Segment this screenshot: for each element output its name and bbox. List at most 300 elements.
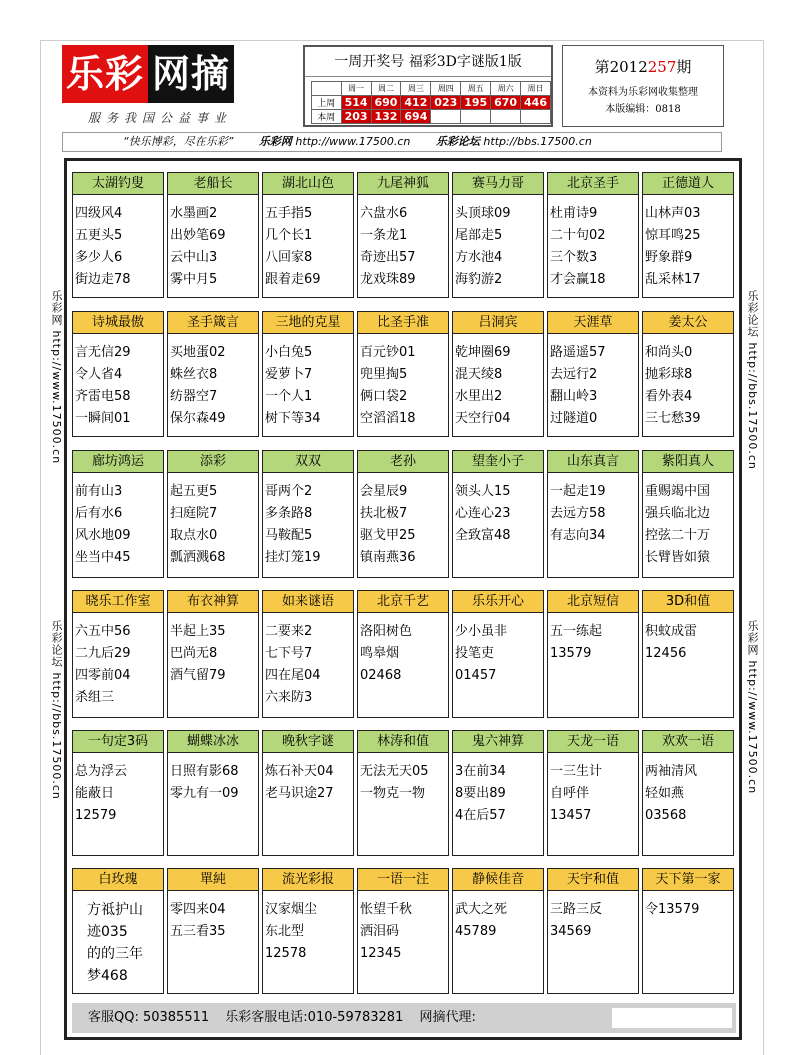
cell-line: 鸣皋烟 bbox=[360, 646, 400, 661]
cell-line: 几个长1 bbox=[265, 228, 313, 243]
cell-line: 巴尚无8 bbox=[170, 646, 218, 661]
cell-line: 跟着走69 bbox=[265, 272, 321, 287]
cell-author-name: 天宇和值 bbox=[548, 869, 638, 891]
cell-line: 百元钞01 bbox=[360, 345, 416, 360]
cell-line: 扶北极7 bbox=[360, 506, 408, 521]
weekday-header: 周日 bbox=[521, 82, 551, 96]
cell-author-name: 吕洞宾 bbox=[453, 312, 543, 334]
cell-content bbox=[263, 334, 353, 430]
cell-line: 12578 bbox=[265, 946, 307, 961]
puzzle-cell bbox=[357, 172, 449, 298]
cell-author-name: 3D和值 bbox=[643, 591, 733, 613]
cell-content bbox=[263, 891, 353, 965]
cell-line: 言无信29 bbox=[75, 345, 131, 360]
cell-line: 强兵临北边 bbox=[645, 506, 711, 521]
cell-line: 三七愁39 bbox=[645, 411, 701, 426]
puzzle-cell bbox=[642, 172, 734, 298]
puzzle-cell bbox=[262, 730, 354, 856]
cell-content bbox=[643, 334, 733, 430]
cell-author-name: 一句定3码 bbox=[73, 731, 163, 753]
cell-content bbox=[548, 195, 638, 291]
cell-line: 六来防3 bbox=[265, 690, 313, 705]
cell-line: 无法无天05 bbox=[360, 764, 429, 779]
cell-content bbox=[358, 613, 448, 687]
footer-qq: 客服QQ: 50385511 bbox=[88, 1010, 210, 1025]
footer-blank-field bbox=[612, 1008, 732, 1028]
cell-line: 马鞍配5 bbox=[265, 528, 313, 543]
cell-line: 12345 bbox=[360, 946, 402, 961]
cell-content bbox=[548, 891, 638, 943]
cell-content bbox=[263, 473, 353, 569]
logo-black-text: 网摘 bbox=[148, 45, 234, 103]
cell-content bbox=[453, 473, 543, 547]
this-week-number: 203 bbox=[341, 110, 371, 124]
cell-line: 空滔滔18 bbox=[360, 411, 416, 426]
cell-line: 二九后29 bbox=[75, 646, 131, 661]
cell-line: 零九有一09 bbox=[170, 786, 239, 801]
last-week-number: 446 bbox=[521, 96, 551, 110]
cell-line: 爱萝卜7 bbox=[265, 367, 313, 382]
cell-line: 全致富48 bbox=[455, 528, 511, 543]
cell-line: 洒泪码 bbox=[360, 924, 400, 939]
puzzle-cell bbox=[167, 450, 259, 578]
cell-content bbox=[453, 195, 543, 291]
cell-author-name: 林涛和值 bbox=[358, 731, 448, 753]
cell-author-name: 一语一注 bbox=[358, 869, 448, 891]
last-week-number: 670 bbox=[491, 96, 521, 110]
last-week-number: 690 bbox=[371, 96, 401, 110]
cell-line: 13579 bbox=[550, 646, 592, 661]
puzzle-cell bbox=[642, 730, 734, 856]
this-week-number bbox=[521, 110, 551, 124]
last-week-number: 195 bbox=[461, 96, 491, 110]
puzzle-cell bbox=[72, 868, 164, 994]
cell-line: 迹035 bbox=[87, 924, 128, 940]
cell-content bbox=[73, 473, 163, 569]
cell-line: 令13579 bbox=[645, 902, 700, 917]
cell-author-name: 乐乐开心 bbox=[453, 591, 543, 613]
cell-content bbox=[548, 753, 638, 827]
cell-line: 头顶球09 bbox=[455, 206, 511, 221]
cell-author-name: 老孙 bbox=[358, 451, 448, 473]
cell-content bbox=[73, 613, 163, 709]
cell-content bbox=[643, 891, 733, 921]
footer-agent: 网摘代理: bbox=[419, 1010, 476, 1025]
cell-author-name: 天涯草 bbox=[548, 312, 638, 334]
cell-line: 多条路8 bbox=[265, 506, 313, 521]
side-left-bottom: 乐彩论坛 http://bbs.17500.cn bbox=[50, 620, 63, 800]
weekday-header: 周六 bbox=[491, 82, 521, 96]
cell-line: 海豹游2 bbox=[455, 272, 503, 287]
footer-phone: 乐彩客服电话:010-59783281 bbox=[225, 1010, 404, 1025]
puzzle-cell bbox=[452, 868, 544, 994]
cell-line: 积蚊成雷 bbox=[645, 624, 698, 639]
cell-author-name: 双双 bbox=[263, 451, 353, 473]
cell-content bbox=[453, 891, 543, 943]
cell-line: 风水地09 bbox=[75, 528, 131, 543]
cell-line: 五一练起 bbox=[550, 624, 603, 639]
cell-line: 水墨画2 bbox=[170, 206, 218, 221]
cell-line: 八回家8 bbox=[265, 250, 313, 265]
cell-line: 令人省4 bbox=[75, 367, 123, 382]
cell-line: 两袖清风 bbox=[645, 764, 698, 779]
cell-line: 五三看35 bbox=[170, 924, 226, 939]
motto-text: “快乐博彩，尽在乐彩” bbox=[123, 135, 234, 148]
cell-author-name: 流光彩报 bbox=[263, 869, 353, 891]
puzzle-cell bbox=[72, 311, 164, 437]
draw-results-table bbox=[311, 81, 551, 124]
cell-line: 尾部走5 bbox=[455, 228, 503, 243]
logo bbox=[62, 45, 234, 103]
cell-line: 一瞬间01 bbox=[75, 411, 131, 426]
weekday-header: 周二 bbox=[371, 82, 401, 96]
cell-content bbox=[168, 334, 258, 430]
cell-author-name: 老船长 bbox=[168, 173, 258, 195]
cell-line: 一条龙1 bbox=[360, 228, 408, 243]
puzzle-cell bbox=[357, 868, 449, 994]
cell-line: 能蔽日 bbox=[75, 786, 115, 801]
cell-content bbox=[358, 753, 448, 805]
puzzle-cell bbox=[452, 311, 544, 437]
puzzle-cell bbox=[357, 590, 449, 718]
cell-line: 控弦二十万 bbox=[645, 528, 711, 543]
cell-content bbox=[358, 334, 448, 430]
cell-line: 过隧道0 bbox=[550, 411, 598, 426]
cell-line: 五更头5 bbox=[75, 228, 123, 243]
cell-line: 一起走19 bbox=[550, 484, 606, 499]
cell-line: 34569 bbox=[550, 924, 592, 939]
cell-line: 挂灯笼19 bbox=[265, 550, 321, 565]
site-label: 乐彩网 bbox=[258, 135, 292, 148]
cell-content bbox=[643, 613, 733, 665]
cell-author-name: 鬼六神算 bbox=[453, 731, 543, 753]
cell-author-name: 晓乐工作室 bbox=[73, 591, 163, 613]
issue-number: 257 bbox=[647, 58, 677, 76]
issue-editor: 本版编辑：0818 bbox=[605, 104, 681, 115]
cell-line: 东北型 bbox=[265, 924, 305, 939]
cell-line: 蛛丝衣8 bbox=[170, 367, 218, 382]
cell-line: 瓢洒溅68 bbox=[170, 550, 226, 565]
side-right-top: 乐彩论坛 http://bbs.17500.cn bbox=[746, 290, 759, 470]
cell-line: 五手指5 bbox=[265, 206, 313, 221]
cell-line: 轻如燕 bbox=[645, 786, 685, 801]
puzzle-cell bbox=[262, 172, 354, 298]
puzzle-cell bbox=[72, 730, 164, 856]
issue-box bbox=[562, 45, 724, 127]
cell-author-name: 山东真言 bbox=[548, 451, 638, 473]
puzzle-cell bbox=[357, 450, 449, 578]
issue-suffix: 期 bbox=[676, 58, 692, 76]
cell-line: 03568 bbox=[645, 808, 687, 823]
draw-title: 一周开奖号 福彩3D字谜版1版 bbox=[305, 47, 551, 77]
cell-line: 有志向34 bbox=[550, 528, 606, 543]
puzzle-cell bbox=[357, 311, 449, 437]
cell-line: 方祗护山 bbox=[87, 902, 143, 918]
cell-line: 13457 bbox=[550, 808, 592, 823]
cell-line: 天空行04 bbox=[455, 411, 511, 426]
cell-line: 三路三反 bbox=[550, 902, 603, 917]
puzzle-cell bbox=[642, 311, 734, 437]
weekday-header: 周一 bbox=[341, 82, 371, 96]
cell-line: 云中山3 bbox=[170, 250, 218, 265]
cell-line: 自呼伴 bbox=[550, 786, 590, 801]
cell-line: 四级风4 bbox=[75, 206, 123, 221]
cell-line: 六盘水6 bbox=[360, 206, 408, 221]
cell-author-name: 三地的克星 bbox=[263, 312, 353, 334]
puzzle-cell bbox=[452, 450, 544, 578]
cell-content bbox=[358, 891, 448, 965]
last-week-number: 023 bbox=[431, 96, 461, 110]
cell-content bbox=[643, 753, 733, 827]
cell-line: 乱采林17 bbox=[645, 272, 701, 287]
cell-author-name: 布衣神算 bbox=[168, 591, 258, 613]
puzzle-cell bbox=[262, 311, 354, 437]
cell-author-name: 太湖钓叟 bbox=[73, 173, 163, 195]
cell-line: 武大之死 bbox=[455, 902, 508, 917]
cell-line: 杜甫诗9 bbox=[550, 206, 598, 221]
puzzle-cell bbox=[262, 868, 354, 994]
cell-line: 路遥遥57 bbox=[550, 345, 606, 360]
cell-line: 去远行2 bbox=[550, 367, 598, 382]
motto-bar bbox=[62, 132, 722, 152]
cell-line: 会星辰9 bbox=[360, 484, 408, 499]
cell-content bbox=[453, 334, 543, 430]
cell-line: 8要出89 bbox=[455, 786, 506, 801]
puzzle-cell bbox=[452, 730, 544, 856]
cell-line: 一三生计 bbox=[550, 764, 603, 779]
cell-content bbox=[168, 891, 258, 943]
cell-line: 哥两个2 bbox=[265, 484, 313, 499]
cell-author-name: 望奎小子 bbox=[453, 451, 543, 473]
cell-line: 和尚头0 bbox=[645, 345, 693, 360]
cell-content bbox=[73, 753, 163, 827]
cell-author-name: 诗城最傲 bbox=[73, 312, 163, 334]
cell-line: 看外表4 bbox=[645, 389, 693, 404]
cell-content bbox=[168, 613, 258, 687]
cell-line: 六五中56 bbox=[75, 624, 131, 639]
cell-line: 去远方58 bbox=[550, 506, 606, 521]
puzzle-cell bbox=[167, 172, 259, 298]
cell-content bbox=[263, 195, 353, 291]
issue-title bbox=[563, 56, 723, 77]
cell-line: 奇迹出57 bbox=[360, 250, 416, 265]
puzzle-cell bbox=[547, 868, 639, 994]
cell-author-name: 北京短信 bbox=[548, 591, 638, 613]
cell-line: 投笔吏 bbox=[455, 646, 495, 661]
cell-content bbox=[643, 195, 733, 291]
cell-content bbox=[548, 473, 638, 547]
cell-line: 七下号7 bbox=[265, 646, 313, 661]
cell-line: 野象群9 bbox=[645, 250, 693, 265]
cell-line: 驱戈甲25 bbox=[360, 528, 416, 543]
cell-line: 12456 bbox=[645, 646, 687, 661]
side-left-top: 乐彩网 http://www.17500.cn bbox=[50, 290, 63, 465]
cell-line: 12579 bbox=[75, 808, 117, 823]
cell-line: 街边走78 bbox=[75, 272, 131, 287]
logo-red-text: 乐彩 bbox=[62, 45, 148, 103]
cell-author-name: 單純 bbox=[168, 869, 258, 891]
puzzle-cell bbox=[642, 590, 734, 718]
slogan: 服务我国公益事业 bbox=[88, 111, 233, 125]
cell-line: 山林声03 bbox=[645, 206, 701, 221]
side-right-bottom: 乐彩网 http://www.17500.cn bbox=[746, 620, 759, 795]
cell-line: 杀组三 bbox=[75, 690, 115, 705]
cell-content bbox=[263, 613, 353, 709]
cell-line: 买地蛋02 bbox=[170, 345, 226, 360]
cell-line: 一物克一物 bbox=[360, 786, 426, 801]
cell-line: 俩口袋2 bbox=[360, 389, 408, 404]
cell-content bbox=[358, 473, 448, 569]
cell-author-name: 添彩 bbox=[168, 451, 258, 473]
puzzle-cell bbox=[262, 590, 354, 718]
puzzle-cell bbox=[642, 450, 734, 578]
cell-line: 乾坤圈69 bbox=[455, 345, 511, 360]
weekday-header: 周四 bbox=[431, 82, 461, 96]
cell-author-name: 正德道人 bbox=[643, 173, 733, 195]
cell-line: 日照有影68 bbox=[170, 764, 239, 779]
footer-bar bbox=[72, 1003, 736, 1033]
this-week-number: 132 bbox=[371, 110, 401, 124]
puzzle-cell bbox=[262, 450, 354, 578]
cell-content bbox=[73, 195, 163, 291]
cell-line: 炼石补天04 bbox=[265, 764, 334, 779]
cell-line: 的的三年 bbox=[87, 946, 143, 962]
cell-author-name: 赛马力哥 bbox=[453, 173, 543, 195]
cell-line: 汉家烟尘 bbox=[265, 902, 318, 917]
this-week-number: 694 bbox=[401, 110, 431, 124]
cell-author-name: 北京千艺 bbox=[358, 591, 448, 613]
cell-line: 重赐竭中国 bbox=[645, 484, 711, 499]
this-week-number bbox=[461, 110, 491, 124]
puzzle-cell bbox=[452, 172, 544, 298]
cell-line: 前有山3 bbox=[75, 484, 123, 499]
last-week-number: 514 bbox=[341, 96, 371, 110]
cell-line: 二要来2 bbox=[265, 624, 313, 639]
cell-line: 抛彩球8 bbox=[645, 367, 693, 382]
cell-line: 三个数3 bbox=[550, 250, 598, 265]
cell-content bbox=[453, 613, 543, 687]
puzzle-cell bbox=[547, 590, 639, 718]
cell-line: 长臂皆如猿 bbox=[645, 550, 711, 565]
cell-author-name: 如来谜语 bbox=[263, 591, 353, 613]
puzzle-cell bbox=[72, 590, 164, 718]
cell-line: 水里出2 bbox=[455, 389, 503, 404]
cell-author-name: 廊坊鸿运 bbox=[73, 451, 163, 473]
forum-url-link[interactable]: http://bbs.17500.cn bbox=[483, 135, 592, 148]
cell-line: 雾中月5 bbox=[170, 272, 218, 287]
cell-line: 保尔森49 bbox=[170, 411, 226, 426]
cell-author-name: 静候佳音 bbox=[453, 869, 543, 891]
cell-line: 4在后57 bbox=[455, 808, 506, 823]
cell-content bbox=[453, 753, 543, 827]
cell-author-name: 蝴蝶冰冰 bbox=[168, 731, 258, 753]
cell-line: 出妙笔69 bbox=[170, 228, 226, 243]
cell-line: 惊耳鸣25 bbox=[645, 228, 701, 243]
cell-line: 01457 bbox=[455, 668, 497, 683]
draw-results-box bbox=[303, 45, 553, 127]
puzzle-cell bbox=[642, 868, 734, 994]
cell-content bbox=[548, 334, 638, 430]
logo-block bbox=[62, 45, 296, 129]
cell-line: 老马识途27 bbox=[265, 786, 334, 801]
cell-author-name: 天龙一语 bbox=[548, 731, 638, 753]
last-week-label: 上周 bbox=[312, 96, 342, 110]
cell-line: 龙戏珠89 bbox=[360, 272, 416, 287]
cell-line: 翻山岭3 bbox=[550, 389, 598, 404]
cell-line: 坐当中45 bbox=[75, 550, 131, 565]
cell-line: 45789 bbox=[455, 924, 497, 939]
cell-author-name: 天下第一家 bbox=[643, 869, 733, 891]
puzzle-cell bbox=[167, 590, 259, 718]
cell-line: 齐雷电58 bbox=[75, 389, 131, 404]
cell-line: 多少人6 bbox=[75, 250, 123, 265]
cell-line: 少小虽非 bbox=[455, 624, 508, 639]
puzzle-cell bbox=[357, 730, 449, 856]
cell-line: 扫庭院7 bbox=[170, 506, 218, 521]
cell-content bbox=[168, 473, 258, 569]
cell-author-name: 圣手箴言 bbox=[168, 312, 258, 334]
cell-author-name: 姜太公 bbox=[643, 312, 733, 334]
cell-author-name: 湖北山色 bbox=[263, 173, 353, 195]
issue-prefix: 第2012 bbox=[594, 58, 648, 76]
cell-line: 树下等34 bbox=[265, 411, 321, 426]
weekday-header: 周三 bbox=[401, 82, 431, 96]
cell-line: 领头人15 bbox=[455, 484, 511, 499]
cell-line: 兜里掏5 bbox=[360, 367, 408, 382]
this-week-number bbox=[431, 110, 461, 124]
cell-content bbox=[168, 195, 258, 291]
cell-line: 四零前04 bbox=[75, 668, 131, 683]
puzzle-cell bbox=[452, 590, 544, 718]
cell-line: 起五更5 bbox=[170, 484, 218, 499]
cell-line: 半起上35 bbox=[170, 624, 226, 639]
cell-line: 取点水0 bbox=[170, 528, 218, 543]
cell-content bbox=[168, 753, 258, 805]
puzzle-cell bbox=[72, 172, 164, 298]
cell-line: 02468 bbox=[360, 668, 402, 683]
cell-content bbox=[73, 334, 163, 430]
forum-label: 乐彩论坛 bbox=[435, 135, 480, 148]
cell-author-name: 晚秋字谜 bbox=[263, 731, 353, 753]
puzzle-cell bbox=[167, 311, 259, 437]
cell-author-name: 白玫瑰 bbox=[73, 869, 163, 891]
cell-line: 才会赢18 bbox=[550, 272, 606, 287]
puzzle-cell bbox=[547, 311, 639, 437]
cell-line: 四在尾04 bbox=[265, 668, 321, 683]
puzzle-cell bbox=[547, 730, 639, 856]
cell-line: 镇南燕36 bbox=[360, 550, 416, 565]
this-week-label: 本周 bbox=[312, 110, 342, 124]
cell-line: 方水池4 bbox=[455, 250, 503, 265]
this-week-number bbox=[491, 110, 521, 124]
cell-author-name: 北京圣手 bbox=[548, 173, 638, 195]
puzzle-cell bbox=[547, 172, 639, 298]
cell-line: 零四来04 bbox=[170, 902, 226, 917]
puzzle-cell bbox=[547, 450, 639, 578]
cell-author-name: 欢欢一语 bbox=[643, 731, 733, 753]
weekday-header: 周五 bbox=[461, 82, 491, 96]
site-url-link[interactable]: http://www.17500.cn bbox=[295, 135, 411, 148]
cell-line: 一个人1 bbox=[265, 389, 313, 404]
cell-author-name: 九尾神狐 bbox=[358, 173, 448, 195]
cell-content bbox=[643, 473, 733, 569]
cell-line: 心连心23 bbox=[455, 506, 511, 521]
puzzle-cell bbox=[72, 450, 164, 578]
puzzle-cell bbox=[167, 868, 259, 994]
cell-author-name: 比圣手准 bbox=[358, 312, 448, 334]
cell-line: 3在前34 bbox=[455, 764, 506, 779]
cell-content bbox=[73, 891, 163, 987]
